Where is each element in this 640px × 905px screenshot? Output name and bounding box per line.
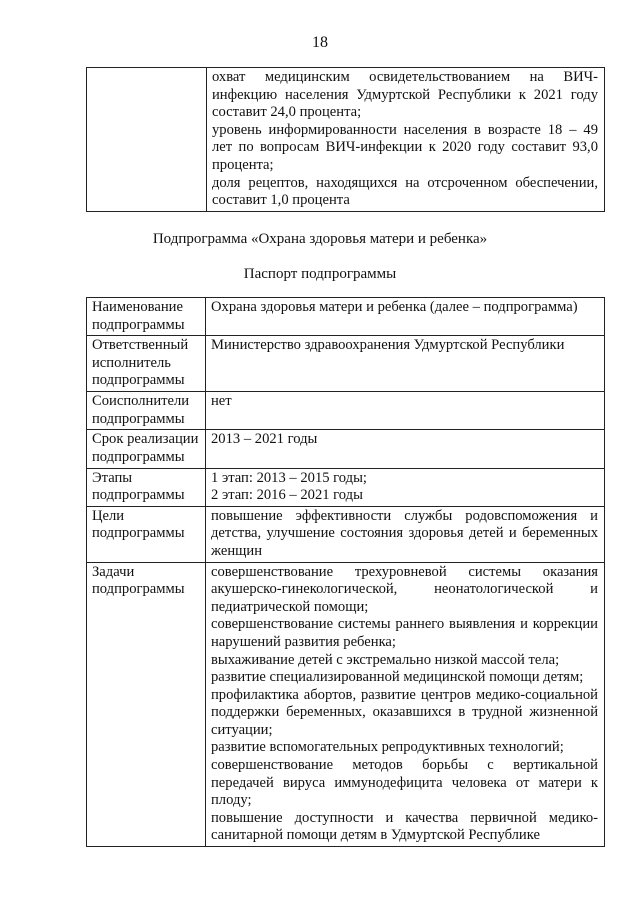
- row-value: [206, 336, 605, 392]
- row-value: [206, 506, 605, 562]
- table-row: [87, 430, 605, 468]
- subprogram-title: Подпрограмма «Охрана здоровья матери и ребенка»: [152, 231, 488, 247]
- table-row: [87, 68, 605, 212]
- list-item: повышение эффективности службы родовспоможения и детства, улучшение состояния здоровья детей и беременных женщин: [211, 507, 598, 559]
- table-row: [87, 392, 605, 430]
- row-value: [206, 392, 605, 430]
- list-item: профилактика абортов, развитие центров медико-социальной поддержки беременных, оказавшихся в трудной жизненной ситуации;: [211, 686, 598, 738]
- list-item: охват медицинским освидетельствованием на ВИЧ-инфекцию населения Удмуртской Республики к 2021 году составит 24,0 процента;: [212, 69, 598, 121]
- passport-table: [86, 297, 605, 847]
- row-label: Наименование подпрограммы: [87, 298, 206, 336]
- list-item: развитие специализированной медицинской помощи детям;: [211, 669, 584, 686]
- list-item: доля рецептов, находящихся на отсроченном обеспечении, составит 1,0 процента: [212, 174, 598, 209]
- list-item: совершенствование методов борьбы с вертикальной передачей вируса иммунодефицита человека от матери к плоду;: [211, 757, 598, 809]
- table-row: [87, 468, 605, 506]
- row-label: Цели подпрограммы: [87, 506, 206, 562]
- continuation-table: [86, 67, 605, 212]
- row-value: [206, 298, 605, 336]
- list-item: повышение доступности и качества первичной медико-санитарной помощи детям в Удмуртской Республике: [211, 809, 598, 844]
- list-item: уровень информированности населения в возрасте 18 – 49 лет по вопросам ВИЧ-инфекции к 2020 году составит 93,0 процента;: [212, 121, 598, 173]
- row-label: Этапы подпрограммы: [87, 468, 206, 506]
- list-item: совершенствование трехуровневой системы оказания акушерско-гинекологической, неонатологической и педиатрической помощи;: [211, 563, 598, 615]
- row-label: Ответственный исполнитель подпрограммы: [87, 336, 206, 392]
- table-row: [87, 562, 605, 847]
- continuation-label-cell: [87, 68, 207, 212]
- table-row: [87, 336, 605, 392]
- continuation-content-cell: [207, 68, 605, 212]
- row-label: Соисполнители подпрограммы: [87, 392, 206, 430]
- passport-title: Паспорт подпрограммы: [243, 266, 397, 282]
- list-item: развитие вспомогательных репродуктивных технологий;: [211, 739, 564, 756]
- row-value: [206, 562, 605, 847]
- list-item: 1 этап: 2013 – 2015 годы;: [211, 469, 367, 486]
- row-value: [206, 430, 605, 468]
- list-item: Министерство здравоохранения Удмуртской Республики: [211, 337, 565, 354]
- table-row: [87, 506, 605, 562]
- row-label: Задачи подпрограммы: [87, 562, 206, 847]
- page-number: 18: [312, 34, 328, 51]
- list-item: выхаживание детей с экстремально низкой массой тела;: [211, 651, 560, 668]
- row-label: Срок реализации подпрограммы: [87, 430, 206, 468]
- list-item: Охрана здоровья матери и ребенка (далее – подпрограмма): [211, 299, 578, 315]
- row-value: [206, 468, 605, 506]
- list-item: 2 этап: 2016 – 2021 годы: [211, 487, 363, 504]
- list-item: нет: [211, 393, 232, 410]
- table-row: [87, 298, 605, 336]
- list-item: совершенствование системы раннего выявления и коррекции нарушений развития ребенка;: [211, 616, 598, 650]
- list-item: 2013 – 2021 годы: [211, 431, 318, 448]
